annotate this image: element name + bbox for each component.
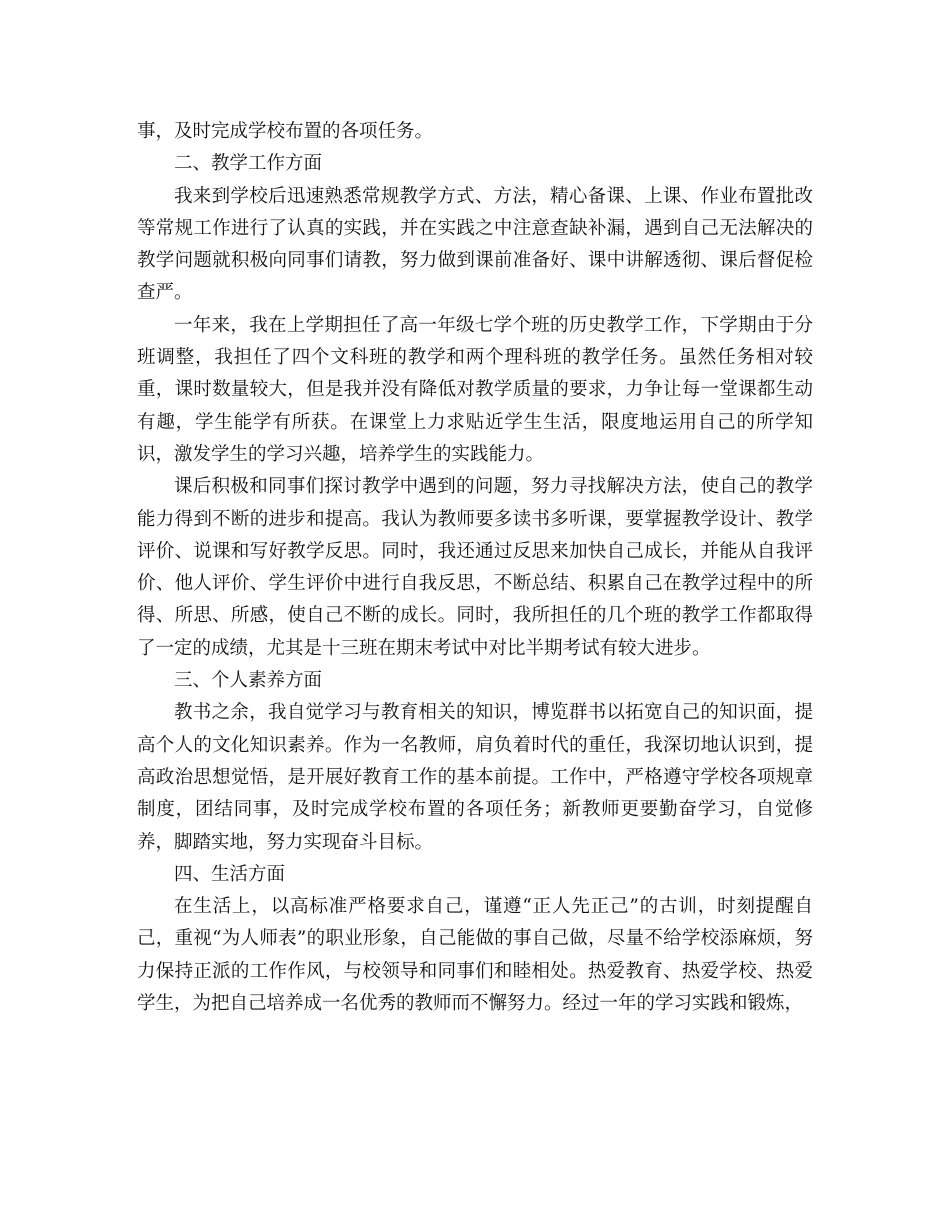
document-body: [137, 116, 813, 1020]
paragraph-personal-quality: 教书之余，我自觉学习与教育相关的知识，博览群书以拓宽自己的知识面，提高个人的文化知识素养。作为一名教师，肩负着时代的重任，我深切地认识到，提高政治思想觉悟，是开展好教育工作的基本前提。工作中，严格遵守学校各项规章制度，团结同事，及时完成学校布置的各项任务；新教师更要勤奋学习，自觉修养，脚踏实地，努力实现奋斗目标。: [137, 702, 813, 853]
paragraph-teaching-methods: 我来到学校后迅速熟悉常规教学方式、方法，精心备课、上课、作业布置批改等常规工作进行了认真的实践，并在实践之中注意查缺补漏，遇到自己无法解决的教学问题就积极向同事们请教，努力做到课前准备好、课中讲解透彻、课后督促检查严。: [137, 185, 813, 304]
section-heading-life: 四、生活方面: [174, 863, 286, 885]
paragraph-teaching-year: 一年来，我在上学期担任了高一年级七学个班的历史教学工作，下学期由于分班调整，我担任了四个文科班的教学和两个理科班的教学任务。虽然任务相对较重，课时数量较大，但是我并没有降低对教学质量的要求，力争让每一堂课都生动有趣，学生能学有所获。在课堂上力求贴近学生生活，限度地运用自己的所学知识，激发学生的学习兴趣，培养学生的实践能力。: [137, 314, 813, 465]
paragraph-teaching-reflection: 课后积极和同事们探讨教学中遇到的问题，努力寻找解决方法，使自己的教学能力得到不断的进步和提高。我认为教师要多读书多听课，要掌握教学设计、教学评价、说课和写好教学反思。同时，我还通过反思来加快自己成长，并能从自我评价、他人评价、学生评价中进行自我反思，不断总结、积累自己在教学过程中的所得、所思、所感，使自己不断的成长。同时，我所担任的几个班的教学工作都取得了一定的成绩，尤其是十三班在期末考试中对比半期考试有较大进步。: [137, 476, 813, 659]
paragraph-life: 在生活上，以高标准严格要求自己，谨遵“正人先正己”的古训，时刻提醒自己，重视“为人师表”的职业形象，自己能做的事自己做，尽量不给学校添麻烦，努力保持正派的工作作风，与校领导和同事们和睦相处。热爱教育、热爱学校、热爱学生，为把自己培养成一名优秀的教师而不懈努力。经过一年的学习实践和锻炼，: [137, 896, 813, 1015]
paragraph-continuation: 事，及时完成学校布置的各项任务。: [137, 121, 434, 142]
section-heading-personal: 三、个人素养方面: [174, 670, 323, 692]
section-heading-teaching: 二、教学工作方面: [174, 153, 323, 175]
